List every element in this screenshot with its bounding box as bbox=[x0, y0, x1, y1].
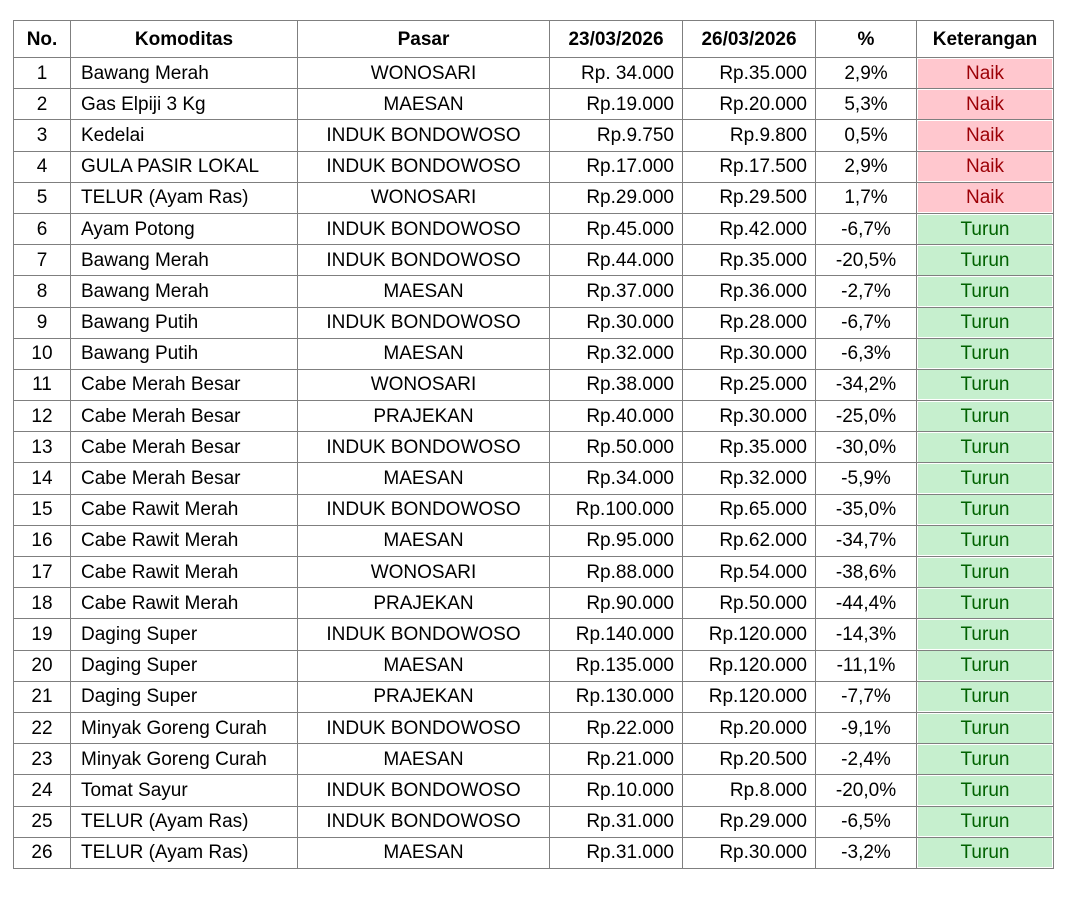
percent-change-cell: -38,6% bbox=[816, 557, 917, 588]
status-badge-turun: Turun bbox=[918, 433, 1052, 462]
percent-change-cell: -2,4% bbox=[816, 744, 917, 775]
percent-change-cell: -34,2% bbox=[816, 369, 917, 400]
price-date-2-cell: Rp.42.000 bbox=[683, 213, 816, 244]
table-row bbox=[14, 650, 1054, 681]
row-number: 20 bbox=[14, 650, 71, 681]
price-table-container bbox=[13, 20, 1054, 869]
price-date-2-cell: Rp.29.500 bbox=[683, 182, 816, 213]
price-date-2-cell: Rp.120.000 bbox=[683, 650, 816, 681]
price-date-2-cell: Rp.30.000 bbox=[683, 338, 816, 369]
row-number: 11 bbox=[14, 369, 71, 400]
keterangan-cell bbox=[917, 806, 1054, 837]
table-row bbox=[14, 588, 1054, 619]
price-date-1-cell: Rp.17.000 bbox=[550, 151, 683, 182]
komoditas-cell: Kedelai bbox=[71, 120, 298, 151]
table-row bbox=[14, 837, 1054, 868]
price-date-1-cell: Rp.135.000 bbox=[550, 650, 683, 681]
price-date-2-cell: Rp.30.000 bbox=[683, 401, 816, 432]
komoditas-cell: Bawang Merah bbox=[71, 58, 298, 89]
keterangan-cell bbox=[917, 401, 1054, 432]
header-pasar: Pasar bbox=[298, 21, 550, 58]
status-badge-turun: Turun bbox=[918, 838, 1052, 867]
price-date-1-cell: Rp.50.000 bbox=[550, 432, 683, 463]
komoditas-cell: Gas Elpiji 3 Kg bbox=[71, 89, 298, 120]
row-number: 23 bbox=[14, 744, 71, 775]
pasar-cell: PRAJEKAN bbox=[298, 681, 550, 712]
table-row bbox=[14, 182, 1054, 213]
komoditas-cell: Bawang Merah bbox=[71, 276, 298, 307]
price-date-2-cell: Rp.65.000 bbox=[683, 494, 816, 525]
keterangan-cell bbox=[917, 650, 1054, 681]
row-number: 24 bbox=[14, 775, 71, 806]
keterangan-cell bbox=[917, 182, 1054, 213]
status-badge-naik: Naik bbox=[918, 59, 1052, 88]
percent-change-cell: -6,5% bbox=[816, 806, 917, 837]
row-number: 2 bbox=[14, 89, 71, 120]
row-number: 25 bbox=[14, 806, 71, 837]
komoditas-cell: Daging Super bbox=[71, 619, 298, 650]
pasar-cell: INDUK BONDOWOSO bbox=[298, 712, 550, 743]
keterangan-cell bbox=[917, 89, 1054, 120]
price-date-1-cell: Rp.95.000 bbox=[550, 525, 683, 556]
percent-change-cell: -20,0% bbox=[816, 775, 917, 806]
header-no: No. bbox=[14, 21, 71, 58]
status-badge-turun: Turun bbox=[918, 745, 1052, 774]
row-number: 19 bbox=[14, 619, 71, 650]
komoditas-cell: Cabe Rawit Merah bbox=[71, 494, 298, 525]
percent-change-cell: -9,1% bbox=[816, 712, 917, 743]
status-badge-turun: Turun bbox=[918, 339, 1052, 368]
row-number: 5 bbox=[14, 182, 71, 213]
price-date-1-cell: Rp.40.000 bbox=[550, 401, 683, 432]
keterangan-cell bbox=[917, 245, 1054, 276]
komoditas-cell: Cabe Merah Besar bbox=[71, 463, 298, 494]
price-date-2-cell: Rp.120.000 bbox=[683, 681, 816, 712]
price-date-1-cell: Rp.45.000 bbox=[550, 213, 683, 244]
price-date-1-cell: Rp.21.000 bbox=[550, 744, 683, 775]
status-badge-turun: Turun bbox=[918, 651, 1052, 680]
table-row bbox=[14, 120, 1054, 151]
pasar-cell: INDUK BONDOWOSO bbox=[298, 494, 550, 525]
price-date-2-cell: Rp.35.000 bbox=[683, 432, 816, 463]
table-row bbox=[14, 525, 1054, 556]
table-row bbox=[14, 463, 1054, 494]
pasar-cell: MAESAN bbox=[298, 837, 550, 868]
table-row bbox=[14, 89, 1054, 120]
table-row bbox=[14, 775, 1054, 806]
price-date-2-cell: Rp.17.500 bbox=[683, 151, 816, 182]
row-number: 3 bbox=[14, 120, 71, 151]
status-badge-turun: Turun bbox=[918, 402, 1052, 431]
pasar-cell: WONOSARI bbox=[298, 182, 550, 213]
status-badge-turun: Turun bbox=[918, 526, 1052, 555]
row-number: 1 bbox=[14, 58, 71, 89]
price-date-1-cell: Rp.88.000 bbox=[550, 557, 683, 588]
percent-change-cell: -30,0% bbox=[816, 432, 917, 463]
price-date-1-cell: Rp.30.000 bbox=[550, 307, 683, 338]
price-date-1-cell: Rp.29.000 bbox=[550, 182, 683, 213]
percent-change-cell: 2,9% bbox=[816, 58, 917, 89]
pasar-cell: INDUK BONDOWOSO bbox=[298, 432, 550, 463]
pasar-cell: INDUK BONDOWOSO bbox=[298, 619, 550, 650]
percent-change-cell: -3,2% bbox=[816, 837, 917, 868]
table-row bbox=[14, 681, 1054, 712]
komoditas-cell: Minyak Goreng Curah bbox=[71, 712, 298, 743]
header-date-1: 23/03/2026 bbox=[550, 21, 683, 58]
percent-change-cell: -7,7% bbox=[816, 681, 917, 712]
status-badge-turun: Turun bbox=[918, 620, 1052, 649]
status-badge-turun: Turun bbox=[918, 714, 1052, 743]
komoditas-cell: Cabe Merah Besar bbox=[71, 369, 298, 400]
price-date-1-cell: Rp.31.000 bbox=[550, 806, 683, 837]
pasar-cell: INDUK BONDOWOSO bbox=[298, 245, 550, 276]
status-badge-turun: Turun bbox=[918, 464, 1052, 493]
keterangan-cell bbox=[917, 369, 1054, 400]
price-date-2-cell: Rp.35.000 bbox=[683, 245, 816, 276]
keterangan-cell bbox=[917, 338, 1054, 369]
table-row bbox=[14, 494, 1054, 525]
table-row bbox=[14, 245, 1054, 276]
percent-change-cell: -14,3% bbox=[816, 619, 917, 650]
percent-change-cell: -6,7% bbox=[816, 213, 917, 244]
row-number: 8 bbox=[14, 276, 71, 307]
pasar-cell: WONOSARI bbox=[298, 58, 550, 89]
pasar-cell: INDUK BONDOWOSO bbox=[298, 806, 550, 837]
price-date-2-cell: Rp.9.800 bbox=[683, 120, 816, 151]
keterangan-cell bbox=[917, 837, 1054, 868]
price-date-1-cell: Rp.140.000 bbox=[550, 619, 683, 650]
row-number: 12 bbox=[14, 401, 71, 432]
percent-change-cell: -5,9% bbox=[816, 463, 917, 494]
table-row bbox=[14, 401, 1054, 432]
table-row bbox=[14, 744, 1054, 775]
keterangan-cell bbox=[917, 744, 1054, 775]
percent-change-cell: 5,3% bbox=[816, 89, 917, 120]
status-badge-turun: Turun bbox=[918, 215, 1052, 244]
keterangan-cell bbox=[917, 681, 1054, 712]
row-number: 22 bbox=[14, 712, 71, 743]
price-date-2-cell: Rp.20.000 bbox=[683, 89, 816, 120]
price-date-1-cell: Rp.10.000 bbox=[550, 775, 683, 806]
table-body bbox=[14, 58, 1054, 869]
price-date-2-cell: Rp.20.500 bbox=[683, 744, 816, 775]
status-badge-naik: Naik bbox=[918, 90, 1052, 119]
price-date-1-cell: Rp.22.000 bbox=[550, 712, 683, 743]
table-row bbox=[14, 619, 1054, 650]
keterangan-cell bbox=[917, 494, 1054, 525]
pasar-cell: INDUK BONDOWOSO bbox=[298, 213, 550, 244]
price-date-2-cell: Rp.20.000 bbox=[683, 712, 816, 743]
komoditas-cell: GULA PASIR LOKAL bbox=[71, 151, 298, 182]
status-badge-turun: Turun bbox=[918, 495, 1052, 524]
row-number: 10 bbox=[14, 338, 71, 369]
komoditas-cell: Cabe Merah Besar bbox=[71, 401, 298, 432]
komoditas-cell: Cabe Rawit Merah bbox=[71, 557, 298, 588]
status-badge-turun: Turun bbox=[918, 277, 1052, 306]
percent-change-cell: 1,7% bbox=[816, 182, 917, 213]
komoditas-cell: TELUR (Ayam Ras) bbox=[71, 806, 298, 837]
keterangan-cell bbox=[917, 151, 1054, 182]
price-date-1-cell: Rp.37.000 bbox=[550, 276, 683, 307]
keterangan-cell bbox=[917, 557, 1054, 588]
commodity-price-table bbox=[13, 20, 1054, 869]
status-badge-turun: Turun bbox=[918, 246, 1052, 275]
pasar-cell: INDUK BONDOWOSO bbox=[298, 307, 550, 338]
price-date-1-cell: Rp.38.000 bbox=[550, 369, 683, 400]
table-row bbox=[14, 58, 1054, 89]
price-date-1-cell: Rp.31.000 bbox=[550, 837, 683, 868]
row-number: 26 bbox=[14, 837, 71, 868]
pasar-cell: INDUK BONDOWOSO bbox=[298, 151, 550, 182]
status-badge-naik: Naik bbox=[918, 183, 1052, 212]
status-badge-turun: Turun bbox=[918, 776, 1052, 805]
status-badge-turun: Turun bbox=[918, 807, 1052, 836]
keterangan-cell bbox=[917, 775, 1054, 806]
price-date-2-cell: Rp.50.000 bbox=[683, 588, 816, 619]
percent-change-cell: -34,7% bbox=[816, 525, 917, 556]
keterangan-cell bbox=[917, 525, 1054, 556]
komoditas-cell: Bawang Merah bbox=[71, 245, 298, 276]
header-date-2: 26/03/2026 bbox=[683, 21, 816, 58]
status-badge-naik: Naik bbox=[918, 121, 1052, 150]
price-date-2-cell: Rp.32.000 bbox=[683, 463, 816, 494]
komoditas-cell: Minyak Goreng Curah bbox=[71, 744, 298, 775]
pasar-cell: WONOSARI bbox=[298, 369, 550, 400]
table-row bbox=[14, 712, 1054, 743]
table-row bbox=[14, 432, 1054, 463]
status-badge-turun: Turun bbox=[918, 308, 1052, 337]
komoditas-cell: Tomat Sayur bbox=[71, 775, 298, 806]
price-date-1-cell: Rp.32.000 bbox=[550, 338, 683, 369]
percent-change-cell: -11,1% bbox=[816, 650, 917, 681]
percent-change-cell: -20,5% bbox=[816, 245, 917, 276]
keterangan-cell bbox=[917, 276, 1054, 307]
row-number: 9 bbox=[14, 307, 71, 338]
price-date-2-cell: Rp.28.000 bbox=[683, 307, 816, 338]
row-number: 14 bbox=[14, 463, 71, 494]
komoditas-cell: Ayam Potong bbox=[71, 213, 298, 244]
price-date-2-cell: Rp.25.000 bbox=[683, 369, 816, 400]
keterangan-cell bbox=[917, 58, 1054, 89]
price-date-1-cell: Rp.100.000 bbox=[550, 494, 683, 525]
row-number: 21 bbox=[14, 681, 71, 712]
komoditas-cell: Cabe Rawit Merah bbox=[71, 588, 298, 619]
price-date-2-cell: Rp.29.000 bbox=[683, 806, 816, 837]
pasar-cell: MAESAN bbox=[298, 650, 550, 681]
table-row bbox=[14, 338, 1054, 369]
status-badge-turun: Turun bbox=[918, 370, 1052, 399]
price-date-2-cell: Rp.35.000 bbox=[683, 58, 816, 89]
percent-change-cell: 2,9% bbox=[816, 151, 917, 182]
komoditas-cell: Cabe Merah Besar bbox=[71, 432, 298, 463]
table-row bbox=[14, 557, 1054, 588]
row-number: 7 bbox=[14, 245, 71, 276]
pasar-cell: WONOSARI bbox=[298, 557, 550, 588]
price-date-2-cell: Rp.30.000 bbox=[683, 837, 816, 868]
status-badge-turun: Turun bbox=[918, 558, 1052, 587]
row-number: 18 bbox=[14, 588, 71, 619]
percent-change-cell: -44,4% bbox=[816, 588, 917, 619]
table-row bbox=[14, 213, 1054, 244]
pasar-cell: MAESAN bbox=[298, 338, 550, 369]
table-row bbox=[14, 276, 1054, 307]
price-date-1-cell: Rp.44.000 bbox=[550, 245, 683, 276]
komoditas-cell: Cabe Rawit Merah bbox=[71, 525, 298, 556]
table-row bbox=[14, 369, 1054, 400]
price-date-2-cell: Rp.120.000 bbox=[683, 619, 816, 650]
komoditas-cell: TELUR (Ayam Ras) bbox=[71, 837, 298, 868]
header-percent: % bbox=[816, 21, 917, 58]
table-row bbox=[14, 806, 1054, 837]
komoditas-cell: Bawang Putih bbox=[71, 338, 298, 369]
status-badge-turun: Turun bbox=[918, 682, 1052, 711]
percent-change-cell: -35,0% bbox=[816, 494, 917, 525]
percent-change-cell: -6,7% bbox=[816, 307, 917, 338]
pasar-cell: MAESAN bbox=[298, 463, 550, 494]
header-komoditas: Komoditas bbox=[71, 21, 298, 58]
price-date-1-cell: Rp.130.000 bbox=[550, 681, 683, 712]
price-date-2-cell: Rp.62.000 bbox=[683, 525, 816, 556]
table-row bbox=[14, 151, 1054, 182]
keterangan-cell bbox=[917, 588, 1054, 619]
price-date-2-cell: Rp.8.000 bbox=[683, 775, 816, 806]
row-number: 17 bbox=[14, 557, 71, 588]
pasar-cell: PRAJEKAN bbox=[298, 588, 550, 619]
row-number: 13 bbox=[14, 432, 71, 463]
pasar-cell: PRAJEKAN bbox=[298, 401, 550, 432]
pasar-cell: MAESAN bbox=[298, 276, 550, 307]
pasar-cell: INDUK BONDOWOSO bbox=[298, 775, 550, 806]
price-date-1-cell: Rp.90.000 bbox=[550, 588, 683, 619]
percent-change-cell: -6,3% bbox=[816, 338, 917, 369]
price-date-1-cell: Rp.19.000 bbox=[550, 89, 683, 120]
row-number: 4 bbox=[14, 151, 71, 182]
komoditas-cell: Daging Super bbox=[71, 681, 298, 712]
status-badge-turun: Turun bbox=[918, 589, 1052, 618]
komoditas-cell: Daging Super bbox=[71, 650, 298, 681]
price-date-1-cell: Rp.9.750 bbox=[550, 120, 683, 151]
percent-change-cell: 0,5% bbox=[816, 120, 917, 151]
keterangan-cell bbox=[917, 213, 1054, 244]
percent-change-cell: -2,7% bbox=[816, 276, 917, 307]
header-keterangan: Keterangan bbox=[917, 21, 1054, 58]
table-row bbox=[14, 307, 1054, 338]
pasar-cell: MAESAN bbox=[298, 89, 550, 120]
row-number: 16 bbox=[14, 525, 71, 556]
keterangan-cell bbox=[917, 120, 1054, 151]
row-number: 15 bbox=[14, 494, 71, 525]
keterangan-cell bbox=[917, 463, 1054, 494]
pasar-cell: MAESAN bbox=[298, 744, 550, 775]
komoditas-cell: Bawang Putih bbox=[71, 307, 298, 338]
keterangan-cell bbox=[917, 432, 1054, 463]
price-date-1-cell: Rp. 34.000 bbox=[550, 58, 683, 89]
pasar-cell: MAESAN bbox=[298, 525, 550, 556]
header-row bbox=[14, 21, 1054, 58]
price-date-1-cell: Rp.34.000 bbox=[550, 463, 683, 494]
komoditas-cell: TELUR (Ayam Ras) bbox=[71, 182, 298, 213]
keterangan-cell bbox=[917, 619, 1054, 650]
price-date-2-cell: Rp.54.000 bbox=[683, 557, 816, 588]
price-date-2-cell: Rp.36.000 bbox=[683, 276, 816, 307]
status-badge-naik: Naik bbox=[918, 152, 1052, 181]
keterangan-cell bbox=[917, 307, 1054, 338]
row-number: 6 bbox=[14, 213, 71, 244]
percent-change-cell: -25,0% bbox=[816, 401, 917, 432]
keterangan-cell bbox=[917, 712, 1054, 743]
pasar-cell: INDUK BONDOWOSO bbox=[298, 120, 550, 151]
